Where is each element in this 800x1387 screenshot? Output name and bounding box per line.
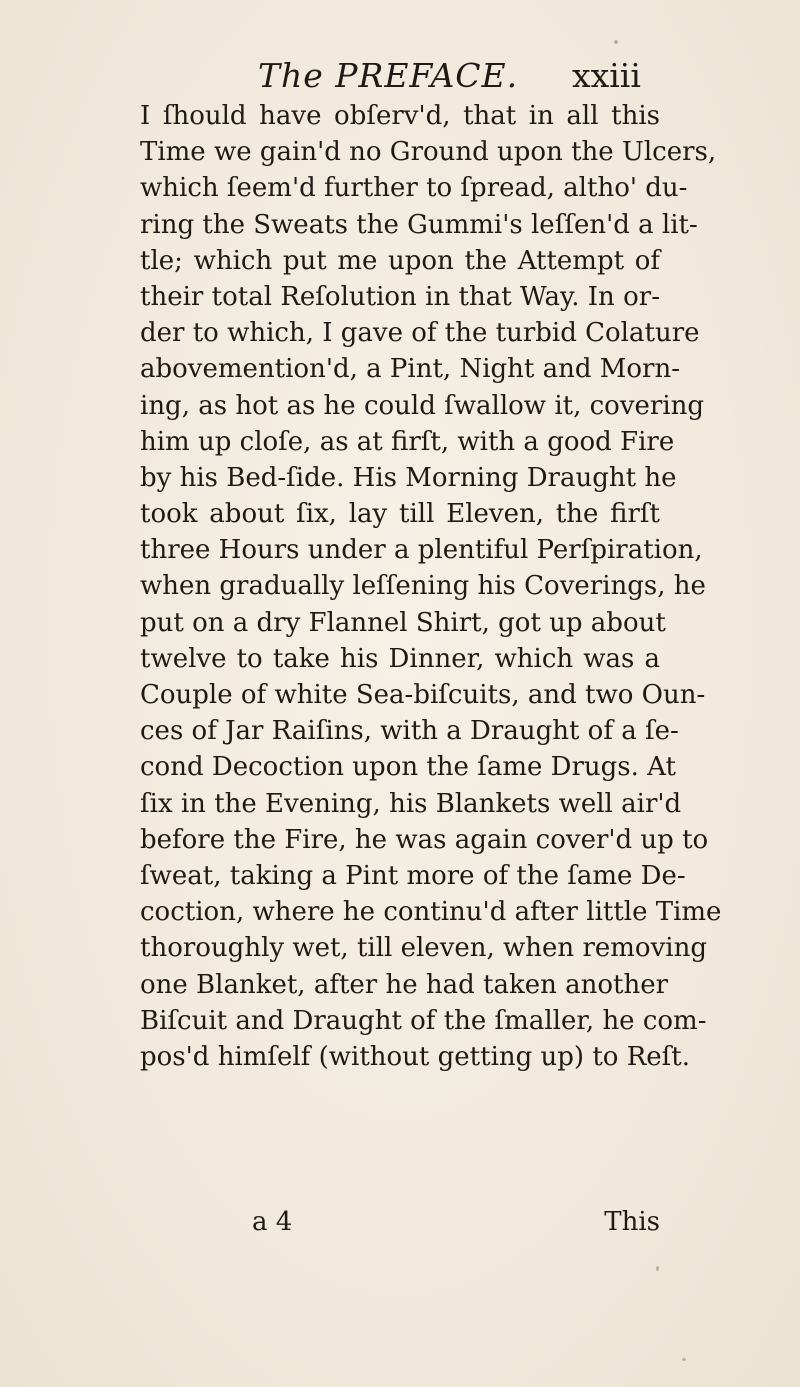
paper-speck xyxy=(656,1266,659,1271)
paper-speck xyxy=(682,1358,686,1361)
text-line: took about ſix, lay till Eleven, the firſt xyxy=(140,499,660,530)
text-line: abovemention'd, a Pint, Night and Morn- xyxy=(140,354,680,385)
page-footer xyxy=(140,1204,660,1240)
text-line: ring the Sweats the Gummi's leſſen'd a lit- xyxy=(140,209,698,240)
text-line: tle; which put me upon the Attempt of xyxy=(140,245,660,276)
text-line: thoroughly wet, till eleven, when removing xyxy=(140,933,707,964)
text-line: ces of Jar Raiſins, with a Draught of a ſe- xyxy=(140,716,679,747)
text-line: by his Bed-ſide. His Morning Draught he xyxy=(140,462,677,493)
text-line: Time we gain'd no Ground upon the Ulcers, xyxy=(140,137,717,168)
text-line: Biſcuit and Draught of the ſmaller, he com- xyxy=(140,1005,707,1036)
running-header xyxy=(258,52,658,100)
text-line: twelve to take his Dinner, which was a xyxy=(140,643,660,674)
text-line: Couple of white Sea-biſcuits, and two Oun- xyxy=(140,680,706,710)
text-line: which ſeem'd further to ſpread, altho' du- xyxy=(140,173,688,204)
text-line: der to which, I gave of the turbid Colature xyxy=(140,318,700,349)
text-line: put on a dry Flannel Shirt, got up about xyxy=(140,607,666,638)
paper-speck xyxy=(614,40,618,44)
text-line: cond Decoction upon the ſame Drugs. At xyxy=(140,752,676,783)
text-line: one Blanket, after he had taken another xyxy=(140,969,669,1000)
text-line: pos'd himſelf (without getting up) to Reſt. xyxy=(140,1041,690,1072)
text-line: ing, as hot as he could ſwallow it, covering xyxy=(140,390,705,421)
body-text xyxy=(140,98,722,1075)
text-line: ſweat, taking a Pint more of the ſame De- xyxy=(140,860,686,891)
page-number: xxiii xyxy=(572,56,641,95)
text-line: when gradually leſſening his Coverings, he xyxy=(140,571,706,602)
text-line: their total Reſolution in that Way. In or- xyxy=(140,281,660,312)
catchword: This xyxy=(604,1207,660,1237)
text-line: coction, where he continu'd after little Time xyxy=(140,897,722,928)
text-line: three Hours under a plentiful Perſpiration, xyxy=(140,535,703,566)
text-line: I ſhould have obſerv'd, that in all this xyxy=(140,101,660,131)
running-title: The PREFACE. xyxy=(258,56,519,95)
signature-mark: a 4 xyxy=(252,1207,293,1237)
text-line: before the Fire, he was again cover'd up to xyxy=(140,824,709,855)
text-line: him up cloſe, as at firſt, with a good Fire xyxy=(140,426,675,457)
text-line: ſix in the Evening, his Blankets well air'd xyxy=(140,788,682,819)
